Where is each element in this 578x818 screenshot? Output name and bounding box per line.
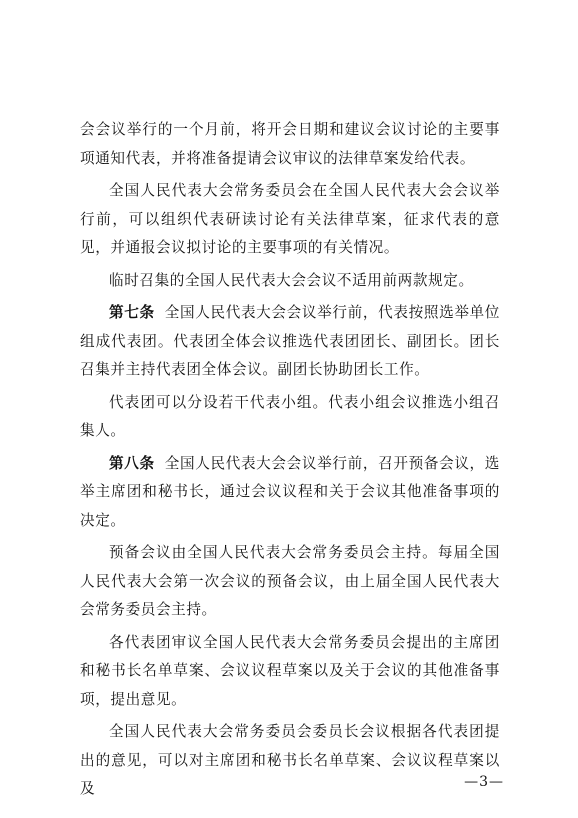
article-7-paragraph (80, 299, 500, 385)
paragraph-7-text: 预备会议由全国人民代表大会常务委员会主持。每届全国人民代表大会第一次会议的预备会议，由上届全国人民代表大会常务委员会主持。 (80, 544, 500, 618)
paragraph-2-text: 全国人民代表大会常务委员会在全国人民代表大会会议举行前，可以组织代表研读讨论有关法律草案，征求代表的意见，并通报会议拟讨论的主要事项的有关情况。 (80, 182, 500, 256)
paragraph-5-text: 代表团可以分设若干代表小组。代表小组会议推选小组召集人。 (80, 393, 500, 439)
article-8-label: 第八条 (109, 454, 155, 472)
paragraph-8 (80, 629, 500, 715)
paragraph-5 (80, 389, 500, 446)
paragraph-1-text: 会会议举行的一个月前，将开会日期和建议会议讨论的主要事项通知代表，并将准备提请会议审议的法律草案发给代表。 (80, 121, 500, 167)
paragraph-9 (80, 718, 500, 804)
paragraph-7 (80, 539, 500, 625)
paragraph-8-text: 各代表团审议全国人民代表大会常务委员会提出的主席团和秘书长名单草案、会议议程草案以及关于会议的其他准备事项，提出意见。 (80, 633, 500, 708)
paragraph-2 (80, 177, 500, 263)
document-body (80, 116, 500, 808)
paragraph-9-text: 全国人民代表大会常务委员会委员长会议根据各代表团提出的意见，可以对主席团和秘书长名单草案、会议议程草案以及 (80, 723, 500, 797)
page-number: —3— (464, 774, 504, 790)
article-7-label: 第七条 (109, 304, 155, 321)
paragraph-1 (80, 116, 500, 173)
article-8-paragraph (80, 450, 500, 536)
paragraph-3 (80, 267, 500, 296)
article-7-text: 全国人民代表大会会议举行前，代表按照选举单位组成代表团。代表团全体会议推选代表团团长、副团长。团长召集并主持代表团全体会议。副团长协助团长工作。 (80, 304, 500, 378)
paragraph-3-text: 临时召集的全国人民代表大会会议不适用前两款规定。 (109, 271, 474, 289)
article-8-text: 全国人民代表大会会议举行前，召开预备会议，选举主席团和秘书长，通过会议议程和关于会议其他准备事项的决定。 (80, 454, 500, 529)
